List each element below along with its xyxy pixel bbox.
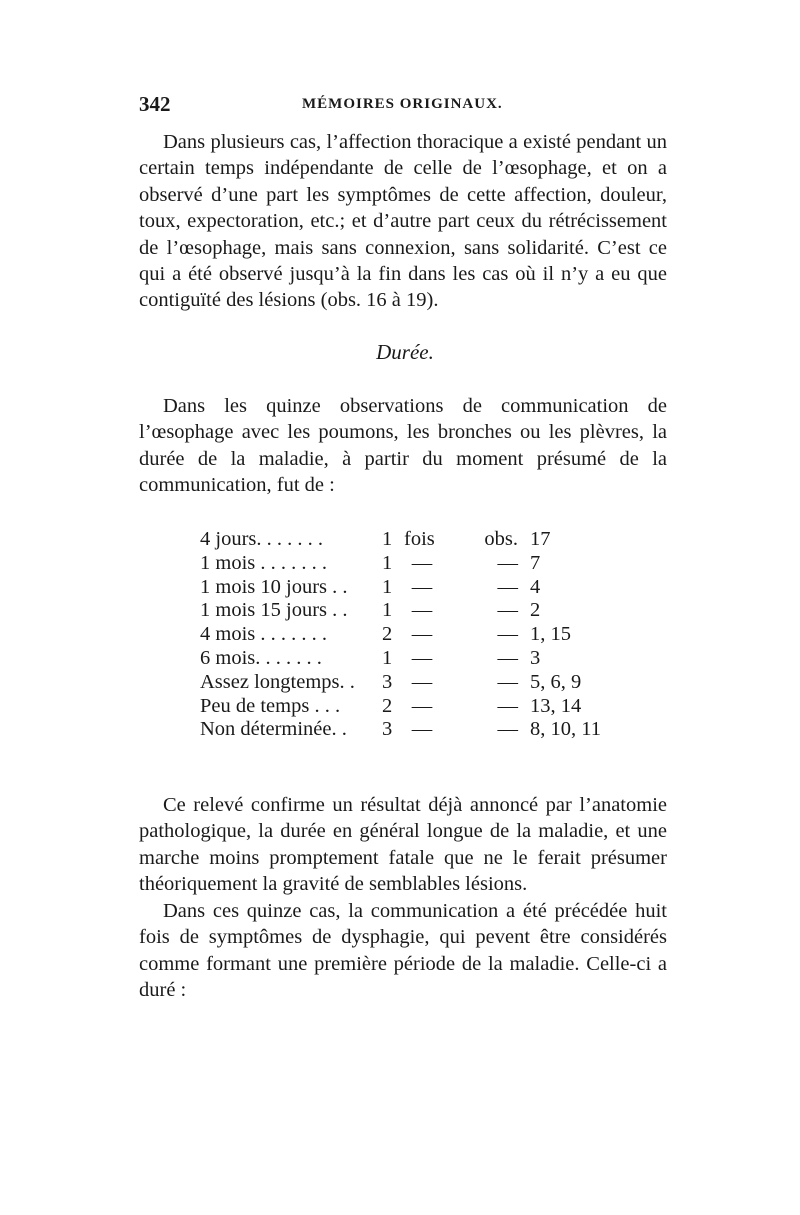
table-row xyxy=(200,576,620,600)
row-obs-cell xyxy=(480,599,620,623)
row-label: 1 mois 15 jours . . xyxy=(200,599,348,622)
table-row xyxy=(200,623,620,647)
row-label: 1 mois 10 jours . . xyxy=(200,575,348,598)
row-fois: — xyxy=(411,599,433,622)
row-obs-prefix: — xyxy=(497,599,518,622)
row-count: 1 xyxy=(382,575,393,598)
table-row xyxy=(200,528,620,552)
row-obs-cell xyxy=(480,718,620,742)
row-fois: — xyxy=(411,718,433,741)
row-fois: — xyxy=(411,575,433,598)
row-label: Peu de temps . . . xyxy=(200,694,341,717)
paragraph-quinze-cas: Dans ces quinze cas, la communication a été précédée huit fois de symptômes de dysphagie, qui pevent être considérés comme formant une première période de la maladie. Celle-ci a duré : xyxy=(139,900,667,1002)
row-obs: 2 xyxy=(530,599,541,622)
duration-table xyxy=(200,528,620,742)
row-obs: 7 xyxy=(530,551,541,574)
row-fois: — xyxy=(411,623,433,646)
table-row xyxy=(200,599,620,623)
row-obs: 17 xyxy=(530,528,551,550)
table-row xyxy=(200,695,620,719)
section-heading-duree: Durée. xyxy=(376,340,434,364)
row-obs-cell xyxy=(480,623,620,647)
row-fois: fois xyxy=(404,528,435,550)
row-count: 1 xyxy=(382,646,393,669)
row-label: 4 mois . . . . . . . xyxy=(200,623,327,646)
row-label: 1 mois . . . . . . . xyxy=(200,551,327,574)
row-obs: 8, 10, 11 xyxy=(530,718,601,741)
row-count: 2 xyxy=(382,694,393,717)
row-fois-cell xyxy=(400,671,480,695)
paragraph-affection-thoracique: Dans plusieurs cas, l’affection thoracique a existé pendant un certain temps indépendante de celle de l’œsophage, et on a observé d’une part les symptômes de cette affection, douleur, toux, expectoration, etc.; et d’autre part ceux du rétrécissement de l’œsophage, mais sans connexion, sans solidarité. C’est ce qui a été observé jusqu’à la fin dans les cas où il n’y a eu que contiguïté des lésions (obs. 16 à 19). xyxy=(139,131,667,312)
table-row xyxy=(200,718,620,742)
page-header xyxy=(139,92,659,122)
row-count: 3 xyxy=(382,670,393,693)
row-obs-prefix: — xyxy=(497,551,518,574)
row-obs: 13, 14 xyxy=(530,694,582,717)
row-obs-cell xyxy=(480,528,620,552)
row-label: 4 jours. . . . . . . xyxy=(200,528,323,550)
row-fois-cell xyxy=(400,552,480,576)
row-count: 2 xyxy=(382,623,393,646)
row-obs-prefix: — xyxy=(497,646,518,669)
row-obs-prefix: — xyxy=(497,718,518,741)
row-obs: 4 xyxy=(530,575,541,598)
page-number: 342 xyxy=(139,92,171,116)
row-fois-cell xyxy=(400,623,480,647)
paragraph-releve: Ce relevé confirme un résultat déjà annoncé par l’anatomie pathologique, la durée en général longue de la maladie, et une marche moins promptement fatale que ne le ferait présumer théoriquement la gravité de semblables lésions. xyxy=(139,794,667,896)
paragraph-duree-intro: Dans les quinze observations de communication de l’œsophage avec les poumons, les bronches ou les plèvres, la durée de la maladie, à partir du moment présumé de la communication, fut de : xyxy=(139,395,667,497)
row-obs-cell xyxy=(480,552,620,576)
row-obs-prefix: — xyxy=(497,694,518,717)
table-row xyxy=(200,552,620,576)
row-fois-cell xyxy=(400,695,480,719)
row-obs: 1, 15 xyxy=(530,623,571,646)
row-count: 3 xyxy=(382,718,393,741)
row-fois: — xyxy=(411,670,433,693)
table-row xyxy=(200,671,620,695)
row-label: 6 mois. . . . . . . xyxy=(200,646,322,669)
row-count: 1 xyxy=(382,551,393,574)
table-row xyxy=(200,647,620,671)
row-fois-cell xyxy=(400,647,480,671)
row-fois: — xyxy=(411,694,433,717)
row-obs-prefix: — xyxy=(497,575,518,598)
row-obs-prefix: — xyxy=(497,623,518,646)
row-obs-prefix: obs. xyxy=(484,528,518,550)
row-fois-cell xyxy=(400,718,480,742)
row-obs-cell xyxy=(480,647,620,671)
row-obs-cell xyxy=(480,695,620,719)
row-label: Assez longtemps. . xyxy=(200,670,355,693)
row-count: 1 xyxy=(382,599,393,622)
row-fois-cell xyxy=(400,599,480,623)
row-fois-cell xyxy=(400,576,480,600)
row-obs: 5, 6, 9 xyxy=(530,670,582,693)
row-obs: 3 xyxy=(530,646,541,669)
row-obs-cell xyxy=(480,671,620,695)
row-fois: — xyxy=(411,646,433,669)
row-obs-cell xyxy=(480,576,620,600)
row-count: 1 xyxy=(382,528,393,550)
running-head: MÉMOIRES ORIGINAUX. xyxy=(302,96,503,112)
row-fois: — xyxy=(411,551,433,574)
row-label: Non déterminée. . xyxy=(200,718,347,741)
row-obs-prefix: — xyxy=(497,670,518,693)
